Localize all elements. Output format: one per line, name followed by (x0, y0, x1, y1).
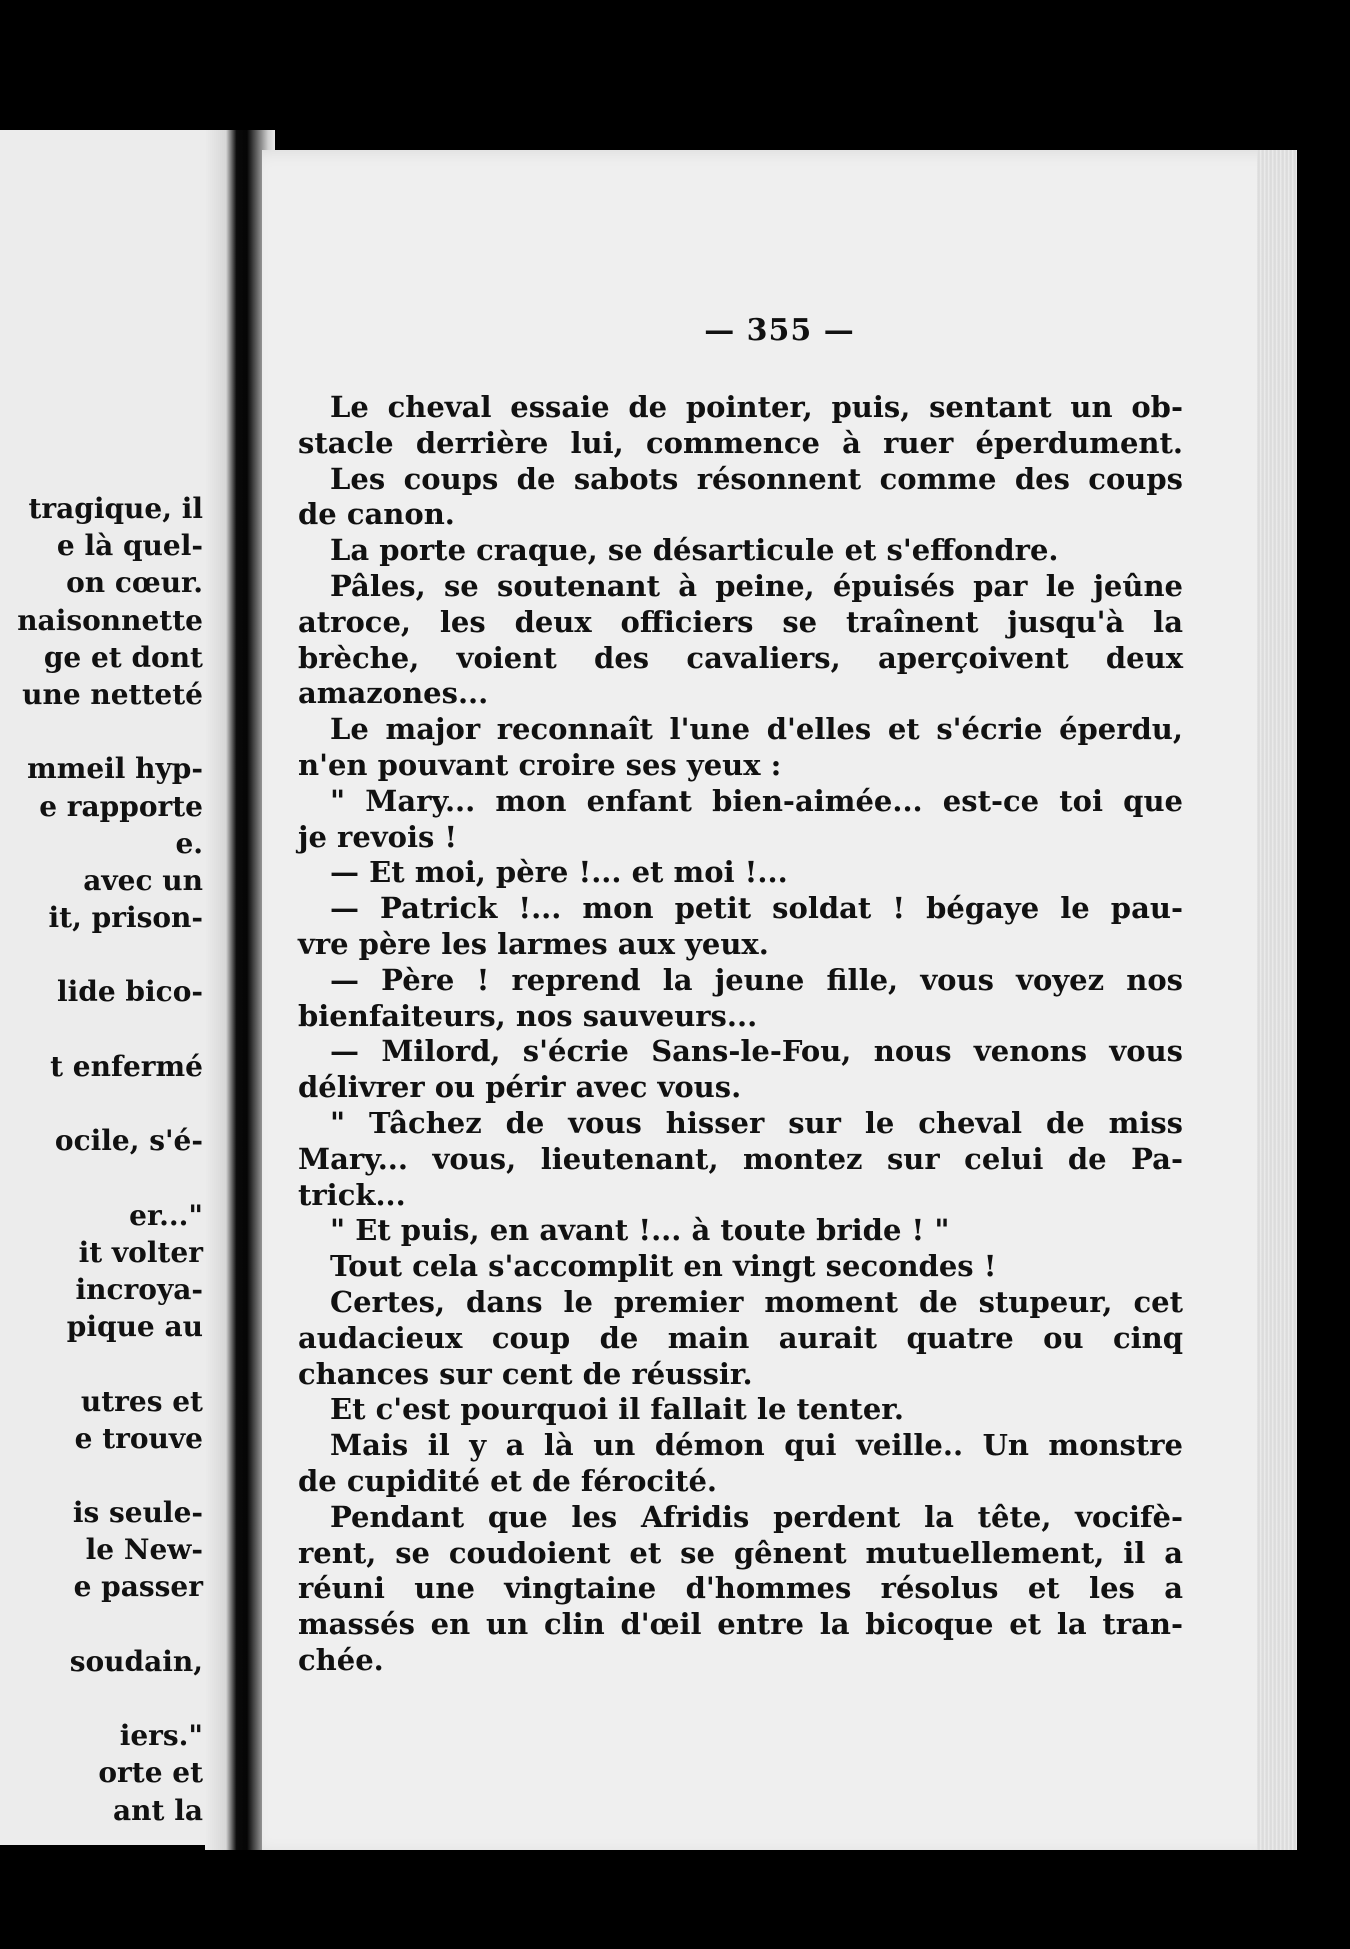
left-page-line: is seule- (72, 1496, 203, 1530)
left-page-line: tragique, il (28, 492, 203, 525)
text-line: Mais il y a là un démon qui veille.. Un monstre (330, 1428, 1183, 1463)
right-page (262, 150, 1297, 1855)
text-line: — Et moi, père !... et moi !... (330, 855, 788, 890)
text-line: La porte craque, se désarticule et s'effondre. (330, 533, 1059, 568)
text-line: Tout cela s'accomplit en vingt secondes ! (330, 1249, 997, 1284)
text-line: atroce, les deux officiers se traînent jusqu'à la (298, 604, 1183, 639)
left-page-line: t enfermé (50, 1049, 203, 1083)
text-line: Les coups de sabots résonnent comme des coups (330, 461, 1183, 496)
left-page-line: avec un (83, 863, 203, 897)
text-line: — Père ! reprend la jeune fille, vous voyez nos (330, 962, 1183, 997)
left-page-line: une netteté (22, 677, 203, 711)
left-page-line: pique au (66, 1310, 203, 1344)
text-line: trick... (298, 1177, 406, 1212)
page-number: — 355 — (704, 313, 855, 348)
left-page-line (0, 1680, 203, 1717)
text-line: " Tâchez de vous hisser sur le cheval de miss (330, 1105, 1183, 1140)
scan-border (0, 1850, 1350, 1949)
left-page-line: it volter (78, 1235, 203, 1269)
text-line: brèche, voient des cavaliers, aperçoivent deux (298, 640, 1183, 675)
left-page-line: ocile, s'é- (54, 1124, 203, 1158)
text-line: réuni une vingtaine d'hommes résolus et les a (298, 1571, 1183, 1606)
text-line: de canon. (298, 497, 455, 532)
text-line: je revois ! (298, 819, 458, 854)
left-page-line: e trouve (74, 1421, 203, 1455)
left-page-text (0, 490, 203, 1829)
left-page-line (0, 1457, 203, 1494)
left-page-line: e passer (73, 1570, 203, 1604)
text-line: audacieux coup de main aurait quatre ou cinq (298, 1320, 1183, 1355)
left-page-line: e rapporte (39, 789, 203, 823)
text-line: de cupidité et de férocité. (298, 1463, 718, 1498)
text-line: chances sur cent de réussir. (298, 1356, 753, 1391)
left-page-line (0, 1085, 203, 1122)
left-page-line: ant la (113, 1793, 203, 1827)
left-page-line: lide bico- (57, 975, 203, 1009)
left-page-line: it, prison- (48, 901, 203, 935)
left-page-line (0, 1345, 203, 1382)
text-line: Certes, dans le premier moment de stupeur, cet (330, 1284, 1183, 1319)
text-line: rent, se coudoient et se gênent mutuellement, il a (298, 1535, 1183, 1570)
left-page-line (0, 713, 203, 750)
left-page-line: e. (175, 826, 203, 860)
left-page-line: iers." (119, 1719, 203, 1753)
text-line: stacle derrière lui, commence à ruer éperdument. (298, 425, 1183, 460)
left-page-line: naisonnette (17, 603, 203, 637)
text-line: Le cheval essaie de pointer, puis, sentant un ob- (330, 390, 1183, 424)
text-line: Pâles, se soutenant à peine, épuisés par le jeûne (330, 568, 1183, 603)
text-line: vre père les larmes aux yeux. (298, 926, 769, 961)
left-page-line: utres et (80, 1384, 203, 1418)
left-page-line: ge et dont (43, 640, 203, 674)
text-line: n'en pouvant croire ses yeux : (298, 747, 782, 782)
text-line: Et c'est pourquoi il fallait le tenter. (330, 1392, 904, 1427)
text-line: amazones... (298, 676, 489, 711)
text-line: délivrer ou périr avec vous. (298, 1070, 742, 1105)
page-edge (1257, 150, 1297, 1855)
left-page-line: mmeil hyp- (27, 752, 203, 786)
text-line: massés en un clin d'œil entre la bicoque et la tran- (298, 1607, 1183, 1642)
text-line: Mary... vous, lieutenant, montez sur celui de Pa- (298, 1141, 1183, 1176)
text-line: " Mary... mon enfant bien-aimée... est-ce toi que (330, 783, 1183, 818)
left-page-line: incroya- (75, 1272, 203, 1306)
left-page-line: e là quel- (56, 529, 203, 563)
left-page-line: le New- (85, 1533, 203, 1567)
page-body-text (298, 390, 1183, 1679)
left-page-line: er..." (129, 1198, 203, 1232)
left-page-line: on cœur. (66, 566, 203, 600)
left-page-line (0, 1011, 203, 1048)
text-line: Pendant que les Afridis perdent la tête, vocifè- (330, 1499, 1183, 1534)
left-page-line (0, 936, 203, 973)
text-line: chée. (298, 1642, 384, 1677)
text-line: — Milord, s'écrie Sans-le-Fou, nous venons vous (330, 1034, 1183, 1069)
text-line: bienfaiteurs, nos sauveurs... (298, 998, 758, 1033)
left-page-line: orte et (98, 1756, 203, 1790)
text-line: " Et puis, en avant !... à toute bride ! " (330, 1213, 950, 1248)
text-line: — Patrick !... mon petit soldat ! bégaye le pau- (330, 891, 1183, 926)
left-page-line: soudain, (69, 1644, 203, 1678)
left-page-line (0, 1159, 203, 1196)
text-line: Le major reconnaît l'une d'elles et s'écrie éperdu, (330, 712, 1183, 747)
left-page-line (0, 1606, 203, 1643)
